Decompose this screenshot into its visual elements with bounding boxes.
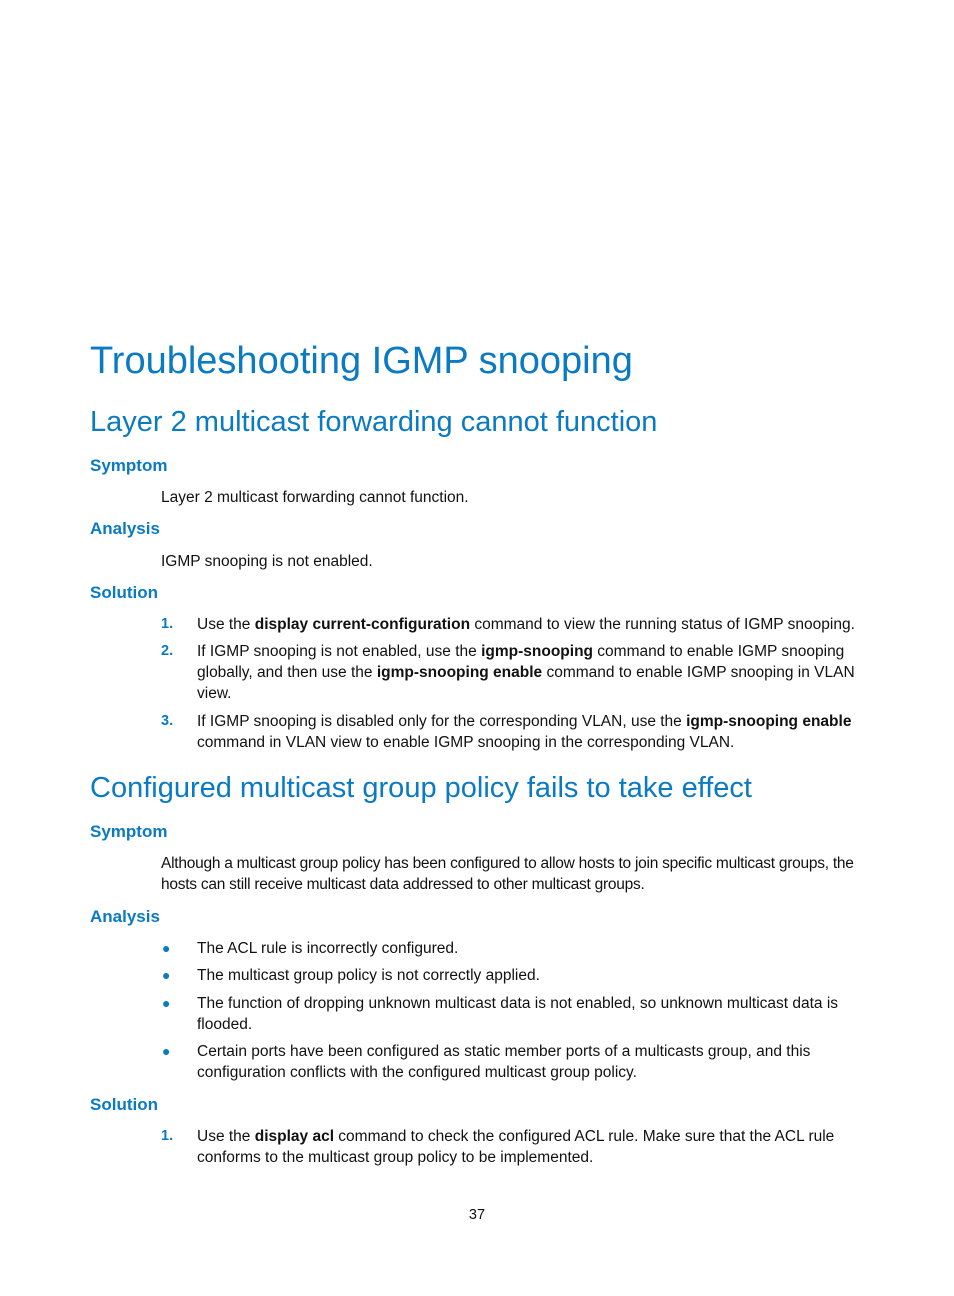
step-text: If IGMP snooping is not enabled, use the igmp-snooping command to enable IGMP snooping globally, and then use the igmp-snooping enable command to enable IGMP snooping in VLAN view.	[197, 643, 855, 702]
step-text: Use the display current-configuration command to view the running status of IGMP snooping.	[197, 616, 855, 633]
command-name: display acl	[254, 1128, 334, 1145]
list-item	[161, 938, 873, 959]
list-item	[161, 965, 873, 986]
section-heading-layer2: Layer 2 multicast forwarding cannot function	[90, 406, 658, 438]
bullet-text: Certain ports have been configured as static member ports of a multicasts group, and this configuration conflicts with the configured multicast group policy.	[197, 1043, 811, 1081]
list-item	[161, 711, 873, 753]
symptom-text: Although a multicast group policy has been configured to allow hosts to join specific multicast groups, the hosts can still receive multicast data addressed to other multicast groups.	[161, 855, 854, 893]
section-heading-policy: Configured multicast group policy fails to take effect	[90, 772, 752, 804]
step-text: If IGMP snooping is disabled only for the corresponding VLAN, use the igmp-snooping enable command in VLAN view to enable IGMP snooping in the corresponding VLAN.	[197, 713, 852, 751]
step-number: 3.	[161, 713, 174, 729]
analysis-text: IGMP snooping is not enabled.	[161, 553, 373, 570]
bullet-icon: ●	[162, 995, 171, 1011]
step-number: 1.	[161, 1128, 174, 1144]
analysis-heading: Analysis	[90, 907, 160, 926]
command-name: igmp-snooping enable	[686, 713, 852, 730]
bullet-text: The multicast group policy is not correctly applied.	[197, 967, 540, 984]
page-number: 37	[468, 1207, 486, 1223]
command-name: igmp-snooping enable	[376, 664, 543, 681]
list-item	[161, 1126, 873, 1168]
symptom-heading: Symptom	[90, 456, 168, 475]
bullet-icon: ●	[162, 1043, 171, 1059]
step-number: 2.	[161, 643, 174, 659]
symptom-heading: Symptom	[90, 822, 168, 841]
analysis-heading: Analysis	[90, 519, 160, 538]
list-item	[161, 641, 873, 704]
bullet-text: The ACL rule is incorrectly configured.	[197, 940, 459, 957]
list-item	[161, 1041, 873, 1083]
command-name: display current-configuration	[254, 616, 471, 633]
step-number: 1.	[161, 616, 174, 632]
list-item	[161, 614, 873, 635]
bullet-icon: ●	[162, 940, 171, 956]
bullet-text: The function of dropping unknown multicast data is not enabled, so unknown multicast data is flooded.	[197, 995, 839, 1033]
page-title: Troubleshooting IGMP snooping	[90, 340, 633, 382]
solution-heading: Solution	[90, 583, 158, 602]
step-text: Use the display acl command to check the configured ACL rule. Make sure that the ACL rule conforms to the multicast group policy to be implemented.	[197, 1128, 835, 1166]
symptom-text: Layer 2 multicast forwarding cannot function.	[161, 489, 469, 506]
bullet-icon: ●	[162, 967, 171, 983]
solution-heading: Solution	[90, 1095, 158, 1114]
list-item	[161, 993, 873, 1035]
command-name: igmp-snooping	[481, 643, 593, 660]
